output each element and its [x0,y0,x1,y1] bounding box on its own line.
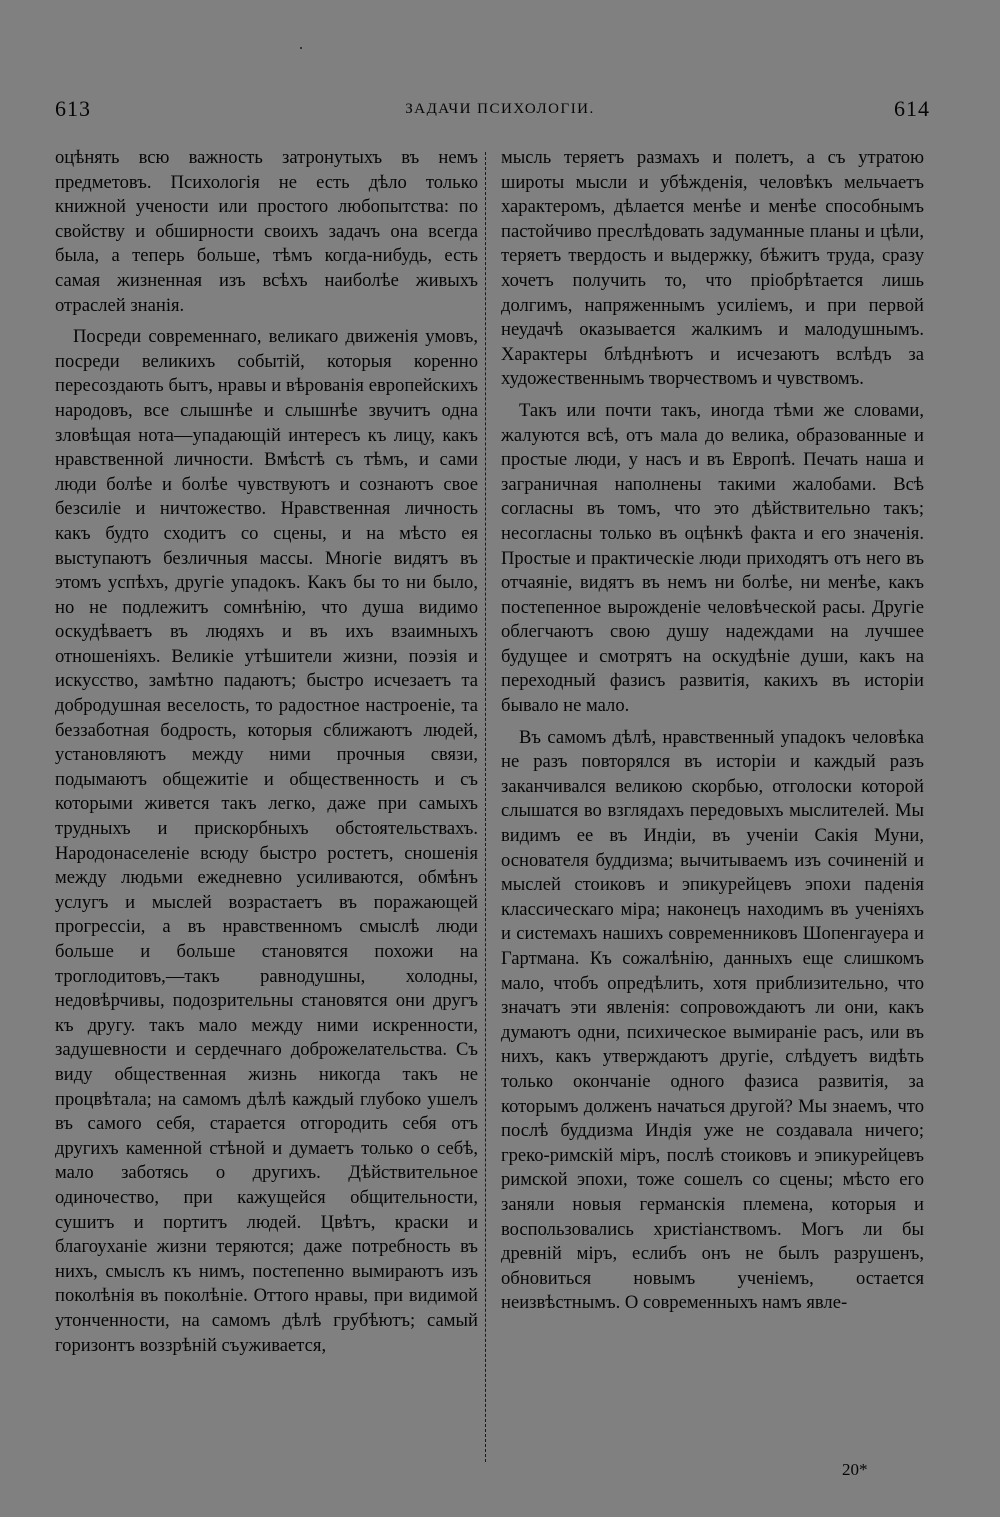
page-number-left: 613 [55,96,91,121]
paragraph: оцѣнять всю важность затронутыхъ въ немъ предметовъ. Психологія не есть дѣло только книжной учености или простого любопытства: по свойству и обширности своихъ задачъ она всегда была, а теперь больше, тѣмъ когда-нибудь, есть самая жизненная изъ всѣхъ наиболѣе живыхъ отраслей знанія. [55,147,478,316]
paragraph: Въ самомъ дѣлѣ, нравственный упадокъ человѣка не разъ повторялся въ исторіи и каждый разъ заканчивался великою скорбью, отголоски которой слышатся во взглядахъ передовыхъ мыслителей. Мы видимъ ее въ Индіи, въ ученіи Сакія Муни, основателя буддизма; вычитываемъ изъ сочиненій и мыслей стоиковъ и эпикурейцевъ эпохи паденія классическаго міра; наконецъ находимъ въ ученіяхъ и системахъ нашихъ современниковъ Шопенгауера и Гартмана. Къ сожалѣнію, данныхъ еще слишкомъ мало, чтобъ опредѣлить, хотя приблизительно, что значатъ эти явленія: сопровождаютъ ли они, какъ думаютъ одни, психическое вымираніе расъ, или въ нихъ, какъ утверждаютъ другіе, слѣдуетъ видѣть только окончаніе одного фазиса развитія, за которымъ долженъ начаться другой? Мы знаемъ, что послѣ буддизма Индія уже не создавала ничего; греко-римскій міръ, послѣ стоиковъ и эпикурейцевъ римской эпохи, тоже сошелъ со сцены; мѣсто его заняли новыя германскія племена, которыя и воспользовались христіанствомъ. Могъ ли бы древній міръ, еслибъ онъ не былъ разрушенъ, обновиться новымъ ученіемъ, остается неизвѣстнымъ. О современныхъ намъ явле- [501,726,924,1314]
paragraph: Такъ или почти такъ, иногда тѣми же словами, жалуются всѣ, отъ мала до велика, образованные и простые люди, у насъ и въ Европѣ. Печать наша и заграничная наполнены такими жалобами. Всѣ согласны въ томъ, что это дѣйствительно такъ; несогласны только въ оцѣнкѣ факта и его значенія. Простые и практическіе люди приходятъ отъ него въ отчаяніе, видятъ въ немъ ни болѣе, ни менѣе, какъ постепенное вырожденіе человѣческой расы. Другіе облегчаютъ свою душу надеждами на лучшее будущее и смотрятъ на оскудѣніе души, какъ на переходный фазисъ развитія, какихъ въ исторіи бывало не мало. [501,399,924,717]
paragraph: мысль теряетъ размахъ и полетъ, а съ утратою широты мысли и убѣжденія, человѣкъ мельчаетъ характеромъ, дѣлается менѣе и менѣе способнымъ пастойчиво преслѣдовать задуманные планы и цѣли, теряетъ твердость и выдержку, бѣжитъ труда, сразу хочетъ получить то, что пріобрѣтается лишь долгимъ, напряженнымъ усиліемъ, и при первой неудачѣ оказывается жалкимъ и малодушнымъ. Характеры блѣднѣютъ и исчезаютъ вслѣдъ за художественнымъ творчествомъ и чувствомъ. [501,147,924,390]
left-column [55,146,478,1358]
print-speck [300,47,302,49]
column-divider [485,152,486,1462]
running-title: ЗАДАЧИ ПСИХОЛОГІИ. [405,101,595,117]
page-number-right: 614 [894,96,930,121]
paragraph: Посреди современнаго, великаго движенія умовъ, посреди великихъ событій, которыя коренно пересоздають бытъ, нравы и вѣрованія европейскихъ народовъ, все слышнѣе и слышнѣе звучитъ одна зловѣщая нота—упадающій интересъ къ лицу, какъ нравственной личности. Вмѣстѣ съ тѣмъ, и сами люди болѣе и болѣе чувствуютъ и сознаютъ свое безсиліе и ничтожество. Нравственная личность какъ будто сходитъ со сцены, и на мѣсто ея выступаютъ безличныя массы. Многіе видятъ въ этомъ успѣхъ, другіе упадокъ. Какъ бы то ни было, но не подлежитъ сомнѣнію, что душа видимо оскудѣваетъ въ людяхъ и въ ихъ взаимныхъ отношеніяхъ. Великіе утѣшители жизни, поэзія и искусство, замѣтно падаютъ; быстро исчезаетъ та добродушная веселость, то радостное настроеніе, та беззаботная бодрость, которыя сближаютъ людей, установляютъ между ними прочныя связи, подымаютъ общежитіе и общественность и съ которыми живется такъ легко, даже при самыхъ трудныхъ и прискорбныхъ обстоятельствахъ. Народонаселеніе всюду быстро ростетъ, сношенія между людьми ежедневно усиливаются, обмѣнъ услугъ и мыслей возрастаетъ въ поражающей прогрессіи, а въ нравственномъ смыслѣ люди больше и больше становятся похожи на троглодитовъ,—такъ равнодушны, холодны, недовѣрчивы, подозрительны становятся они другъ къ другу. такъ мало между ними искренности, задушевности и сердечнаго доброжелательства. Съ виду общественная жизнь никогда такъ не процвѣтала; на самомъ дѣлѣ каждый глубоко ушелъ въ самого себя, старается отгородить себя отъ другихъ каменной стѣной и думаетъ только о себѣ, мало заботясь о другихъ. Дѣйствительное одиночество, при кажущейся общительности, сушитъ и портитъ людей. Цвѣтъ, краски и благоуханіе жизни теряются; даже потребность въ нихъ, смыслъ къ нимъ, постепенно вымираютъ изъ поколѣнія въ поколѣніе. Оттого нравы, при видимой утонченности, на самомъ дѣлѣ грубѣютъ; самый горизонтъ воззрѣній съуживается, [55,326,478,1356]
printer-signature: 20* [842,1460,868,1479]
right-column [501,146,924,1316]
